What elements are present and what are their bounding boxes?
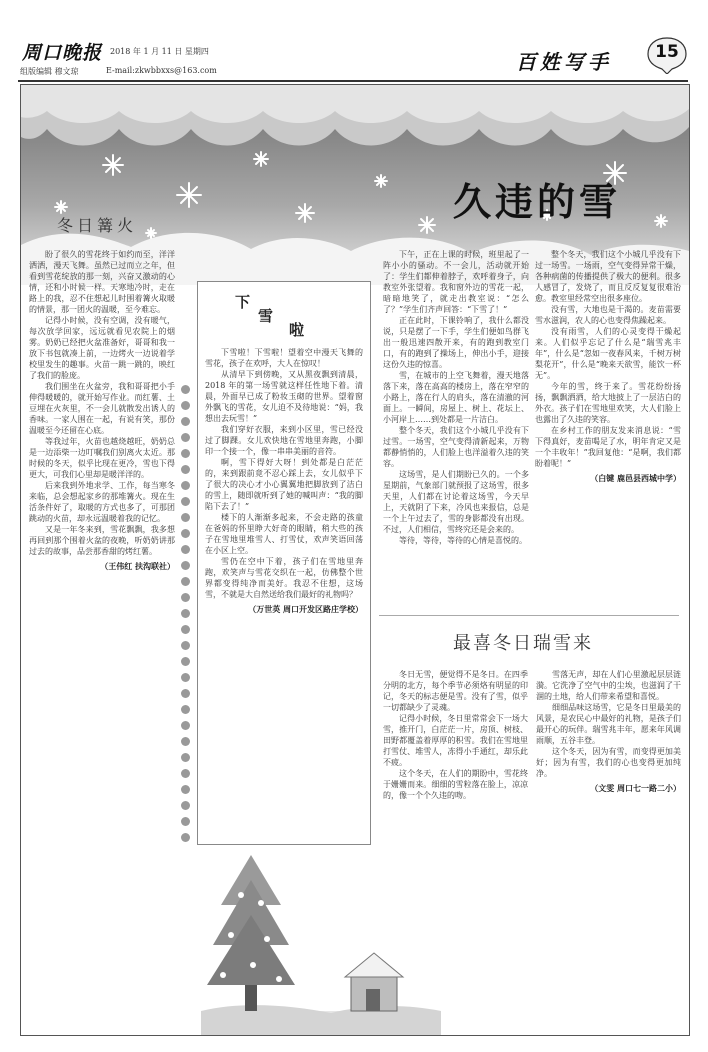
decorative-dots: [181, 385, 195, 855]
dot-icon: [181, 705, 190, 714]
content-frame: [20, 84, 690, 1036]
paragraph: 雪仍在空中下着，孩子们在雪地里奔跑，欢笑声与雪花交织在一起，仿佛整个世界都变得纯净而美好。我忍不住想，这场雪，不就是大自然送给我们最好的礼物吗？: [205, 557, 363, 599]
main-title: 久违的雪: [453, 179, 622, 224]
paragraph: 没有雪，大地也是干渴的。麦苗需要雪水滋润，农人的心也变得焦躁起来。: [535, 305, 681, 325]
tree-cottage-icon: [201, 835, 441, 1035]
dot-icon: [181, 721, 190, 730]
dot-icon: [181, 545, 190, 554]
bonfire-byline: （王伟红 扶沟联社）: [100, 561, 175, 571]
bonfire-article: [29, 249, 175, 1029]
dot-icon: [181, 465, 190, 474]
winter-title: 最喜冬日瑞雪来: [453, 633, 593, 654]
snowfall-article: [383, 249, 529, 609]
dot-icon: [181, 449, 190, 458]
paragraph: 盼了很久的雪花终于如约而至，洋洋洒洒，漫天飞舞。虽然已过而立之年，但看到雪花绽放的那一刻，兴奋又激动的心情，还和小时候一样。天寒地冷时，走在路上的我，忍不住想起儿时围着篝火取暖的情景，那一团火的温暖，至今难忘。: [29, 250, 175, 314]
editor-credit: 组版编辑 穆文琼: [20, 67, 79, 76]
snow-title-char: 啦: [289, 321, 305, 339]
dot-icon: [181, 561, 190, 570]
paragraph: 没有雨雪，人们的心灵变得干燥起来。人们似乎忘记了什么是“瑞雪兆丰年”，什么是“忽如一夜春风来，千树万树梨花开”，什么是“晚来天欲雪，能饮一杯无”。: [535, 327, 681, 380]
dot-icon: [181, 769, 190, 778]
bonfire-title: 冬日篝火: [57, 216, 138, 235]
paragraph: 整个冬天，我们这个小城几乎没有下过一场雪。一场雨，空气变得异常干燥，各种病菌的传播提供了极大的便利。很多人感冒了，发烧了，而且反反复复很难治愈。教室里经常空出很多座位。: [535, 250, 681, 303]
dot-icon: [181, 801, 190, 810]
snow-title-char: 雪: [258, 307, 274, 325]
paragraph: 雪，在城市的上空飞舞着，漫天地落落下来，落在高高的楼房上，落在窄窄的小路上，落在行人的肩头，落在清澈的河面上。一瞬间，房屋上、树上、花坛上、小河岸上……到处都是一片洁白。: [383, 371, 529, 424]
dot-icon: [181, 385, 190, 394]
paragraph: 我们围坐在火盆旁，我和哥哥把小手伸得暖暖的，就开始写作业。而红薯、土豆埋在火灰里，不一会儿就散发出诱人的香味。一家人围在一起，有说有笑，那份温暖至今还留在心底。: [29, 382, 175, 435]
paragraph: 下雪啦！下雪啦！望着空中漫天飞舞的雪花，孩子在欢呼，大人在惊叹！: [205, 348, 363, 368]
dot-icon: [181, 481, 190, 490]
dot-icon: [181, 433, 190, 442]
snow-omen-byline: （白键 鹿邑县西城中学）: [590, 473, 681, 483]
page-number-badge: [646, 36, 688, 74]
paragraph: 记得小时候，没有空调，没有暖气，每次放学回家，远远就看见农院上的烟雾。奶奶已经把火盆准备好，哥哥和我一放下书包就凑上前，一边烤火一边说着学校里发生的趣事。火苗一跳一跳的，映红了我们的脸庞。: [29, 316, 175, 380]
paragraph: 等我过年，火苗也越烧越旺，奶奶总是一边添柴一边叮嘱我们别离火太近。那时候的冬天，似乎比现在更冷，雪也下得更大，可我们心里却是暖洋洋的。: [29, 437, 175, 479]
snow-byline: （万世英 周口开发区路庄学校）: [248, 604, 363, 614]
dot-icon: [181, 401, 190, 410]
paragraph: 整个冬天，我们这个小城几乎没有下过雪。一场雪，空气变得清新起来，万物都静悄悄的，人们脸上也洋溢着久违的笑容。: [383, 426, 529, 468]
dot-icon: [181, 577, 190, 586]
paragraph: 等待，等待，等待的心情是喜悦的。: [399, 536, 527, 545]
dot-icon: [181, 609, 190, 618]
paragraph: 细细品味这场雪，它是冬日里最美的风景，是农民心中最好的礼物，是孩子们最开心的玩伴。瑞雪兆丰年，愿来年风调雨顺，五谷丰登。: [536, 703, 681, 745]
paragraph: 冬日无雪，便觉得不是冬日。在四季分明的北方，每个季节必须烙有明显的印记，冬天的标志便是雪。没有了雪，似乎一切都缺少了灵魂。: [383, 670, 528, 712]
paragraph: 楼下的人渐渐多起来，不会走路的孩童在爸妈的怀里睁大好奇的眼睛，稍大些的孩子在雪地里堆雪人、打雪仗，欢声笑语回荡在小区上空。: [205, 513, 363, 555]
paragraph: 在乡村工作的朋友发来消息说：“雪下得真好，麦苗喝足了水，明年肯定又是一个丰收年！”我回复他：“是啊，我们都盼着呢！”: [535, 426, 681, 468]
masthead: [18, 36, 688, 82]
snow-title-char: 下: [235, 293, 251, 311]
winter-tree-illustration: [201, 835, 441, 1035]
dot-icon: [181, 657, 190, 666]
paragraph: 下午，正在上课的时候，班里起了一阵小小的骚动。不一会儿，活动就开始了：学生们都伸着脖子，欢呼着身子，向教室外张望着。我和窗外边的雪花一起，暗暗地笑了，就走出教室说：“怎么了？”学生们齐声回答：“下雪了！”: [383, 250, 529, 314]
dot-icon: [181, 737, 190, 746]
page-number: 15: [655, 42, 679, 62]
section-name: 百姓写手: [516, 50, 612, 74]
paragraph: 啊，雪下得好大呀！到处都是白茫茫的，来到跟前竟不忍心踩上去，女儿似乎下了很大的决心才小心翼翼地把脚放到了洁白的雪上，随即就听到了她的喊叫声：“我的脚陷下去了！”: [205, 458, 363, 511]
dot-icon: [181, 689, 190, 698]
dot-icon: [181, 641, 190, 650]
dot-icon: [181, 593, 190, 602]
paper-name: 周口晚报: [22, 42, 103, 64]
dot-icon: [181, 785, 190, 794]
snow-omen-article: [535, 249, 681, 609]
paragraph: 又是一年冬来到，雪花飘飘，我多想再回到那个围着火盆的夜晚，听奶奶讲那过去的故事，品尝那香甜的烤红薯。: [29, 525, 175, 556]
paragraph: 后来我到外地求学、工作，每当寒冬来临，总会想起家乡的那堆篝火。现在生活条件好了，取暖的方式也多了，可那团跳动的火苗，却永远温暖着我的记忆。: [29, 481, 175, 523]
dot-icon: [181, 497, 190, 506]
issue-date: 2018 年 1 月 11 日 星期四: [110, 47, 209, 56]
paragraph: 这个冬天，因为有雪，而变得更加美好；因为有雪，我们的心也变得更加纯净。: [536, 747, 681, 778]
dot-icon: [181, 417, 190, 426]
paragraph: 正在此时，下课铃响了，我什么都没说，只是摆了一下手，学生们便如鸟群飞出一般迅速四散开来，有的跑到教室门口，有的跑到了操场上，伸出小手，迎接这份久违的惊喜。: [383, 316, 529, 369]
section-divider: [379, 615, 679, 616]
contact-email: E-mail:zkwbbxxs@163.com: [106, 66, 217, 75]
masthead-rule: [18, 80, 688, 82]
dot-icon: [181, 833, 190, 842]
paragraph: 我们穿好衣服，来到小区里，雪已经没过了脚踝。女儿欢快地在雪地里奔跑，小脚印一个接一个，像一串串美丽的音符。: [205, 425, 363, 456]
snow-article: [205, 347, 363, 837]
dot-icon: [181, 753, 190, 762]
dot-icon: [181, 529, 190, 538]
paragraph: 这个冬天，在人们的期盼中，雪花终于姗姗而来。细细的雪粒落在脸上，凉凉的，像一个个久违的吻。: [383, 769, 528, 800]
dot-icon: [181, 673, 190, 682]
dot-icon: [181, 625, 190, 634]
dot-icon: [181, 513, 190, 522]
paragraph: 这场雪，是人们期盼已久的。一个多星期前，气象部门就预报了这场雪，很多天里，人们都在讨论着这场雪，今天早上，天就阴了下来，冷风也来报信，总是一个上午过去了，雪的身影都没有出现。不过，人们相信，雪终究还是会来的。: [383, 470, 529, 534]
paragraph: 雪落无声，却在人们心里激起层层涟漪。它洗净了空气中的尘埃，也滋润了干涸的土地，给人们带来希望和喜悦。: [536, 670, 681, 701]
winter-byline: （文雯 周口七一路二小）: [590, 783, 681, 793]
paragraph: 记得小时候，冬日里常常会下一场大雪，推开门，白茫茫一片，房顶、树枝、田野都覆盖着厚厚的积雪。我们在雪地里打雪仗、堆雪人，冻得小手通红，却乐此不疲。: [383, 714, 528, 767]
dot-icon: [181, 817, 190, 826]
paragraph: 今年的雪，终于来了。雪花纷纷扬扬，飘飘洒洒，给大地披上了一层洁白的外衣。孩子们在雪地里欢笑，大人们脸上也露出了久违的笑容。: [535, 382, 681, 424]
paragraph: 从清早下到傍晚，又从黑夜飘到清晨，2018 年的第一场雪就这样任性地下着。清晨，外面早已成了粉妆玉砌的世界。望着窗外飘飞的雪花，女儿迫不及待地说：“妈，我想出去玩雪！”: [205, 370, 363, 423]
